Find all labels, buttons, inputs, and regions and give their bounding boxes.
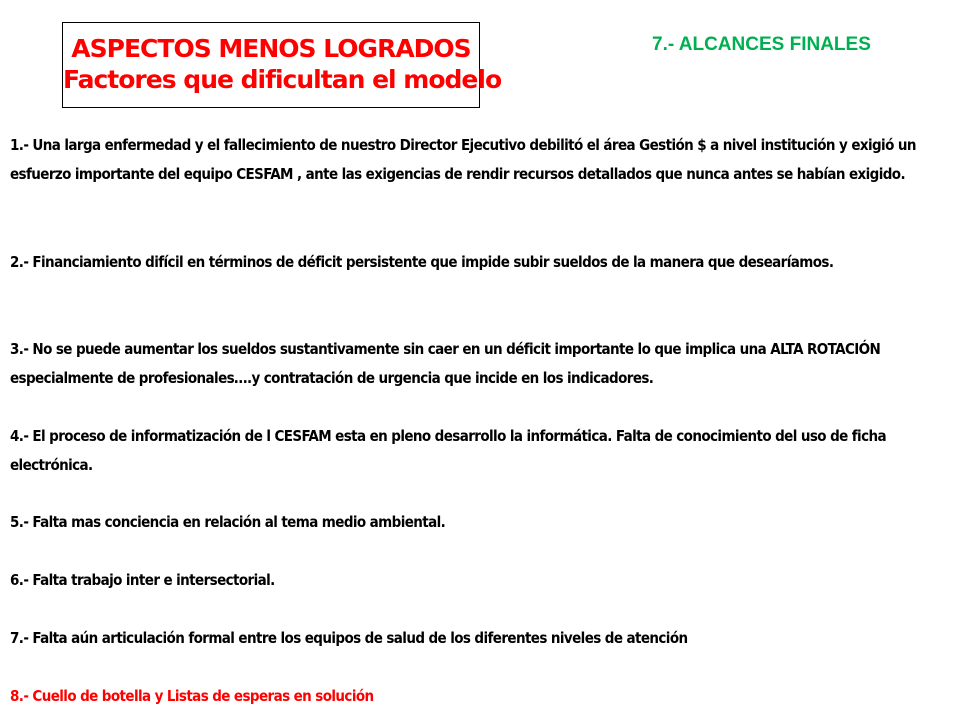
section-label: 7.- ALCANCES FINALES: [652, 34, 871, 55]
list-item-5: 5.- Falta mas conciencia en relación al tema medio ambiental.: [10, 513, 446, 531]
list-item-3: 3.- No se puede aumentar los sueldos sustantivamente sin caer en un déficit importante lo que implica una ALTA ROTACIÓN especialmente de profesionales….y contratación de urgencia que incide en los indicadores.: [10, 340, 881, 387]
list-item-7: 7.- Falta aún articulación formal entre los equipos de salud de los diferentes niveles de atención: [10, 629, 688, 647]
title-line-1: ASPECTOS MENOS LOGRADOS: [71, 34, 471, 63]
title-box: [62, 22, 502, 108]
list-item-2: 2.- Financiamiento difícil en términos de déficit persistente que impide subir sueldos de la manera que desearíamos.: [10, 253, 834, 271]
title-line-2: Factores que dificultan el modelo: [63, 65, 502, 94]
list-item-8: 8.- Cuello de botella y Listas de esperas en solución: [10, 687, 374, 705]
list-item-4: 4.- El proceso de informatización de l CESFAM esta en pleno desarrollo la informática. Falta de conocimiento del uso de ficha electrónica.: [10, 427, 886, 474]
list-item-1: 1.- Una larga enfermedad y el fallecimiento de nuestro Director Ejecutivo debilitó el área Gestión $ a nivel institución y exigió un esfuerzo importante del equipo CESFAM , ante las exigencias de rendir recursos detallados que nunca antes se habían exigido.: [10, 136, 916, 183]
list-item-6: 6.- Falta trabajo inter e intersectorial.: [10, 571, 275, 589]
